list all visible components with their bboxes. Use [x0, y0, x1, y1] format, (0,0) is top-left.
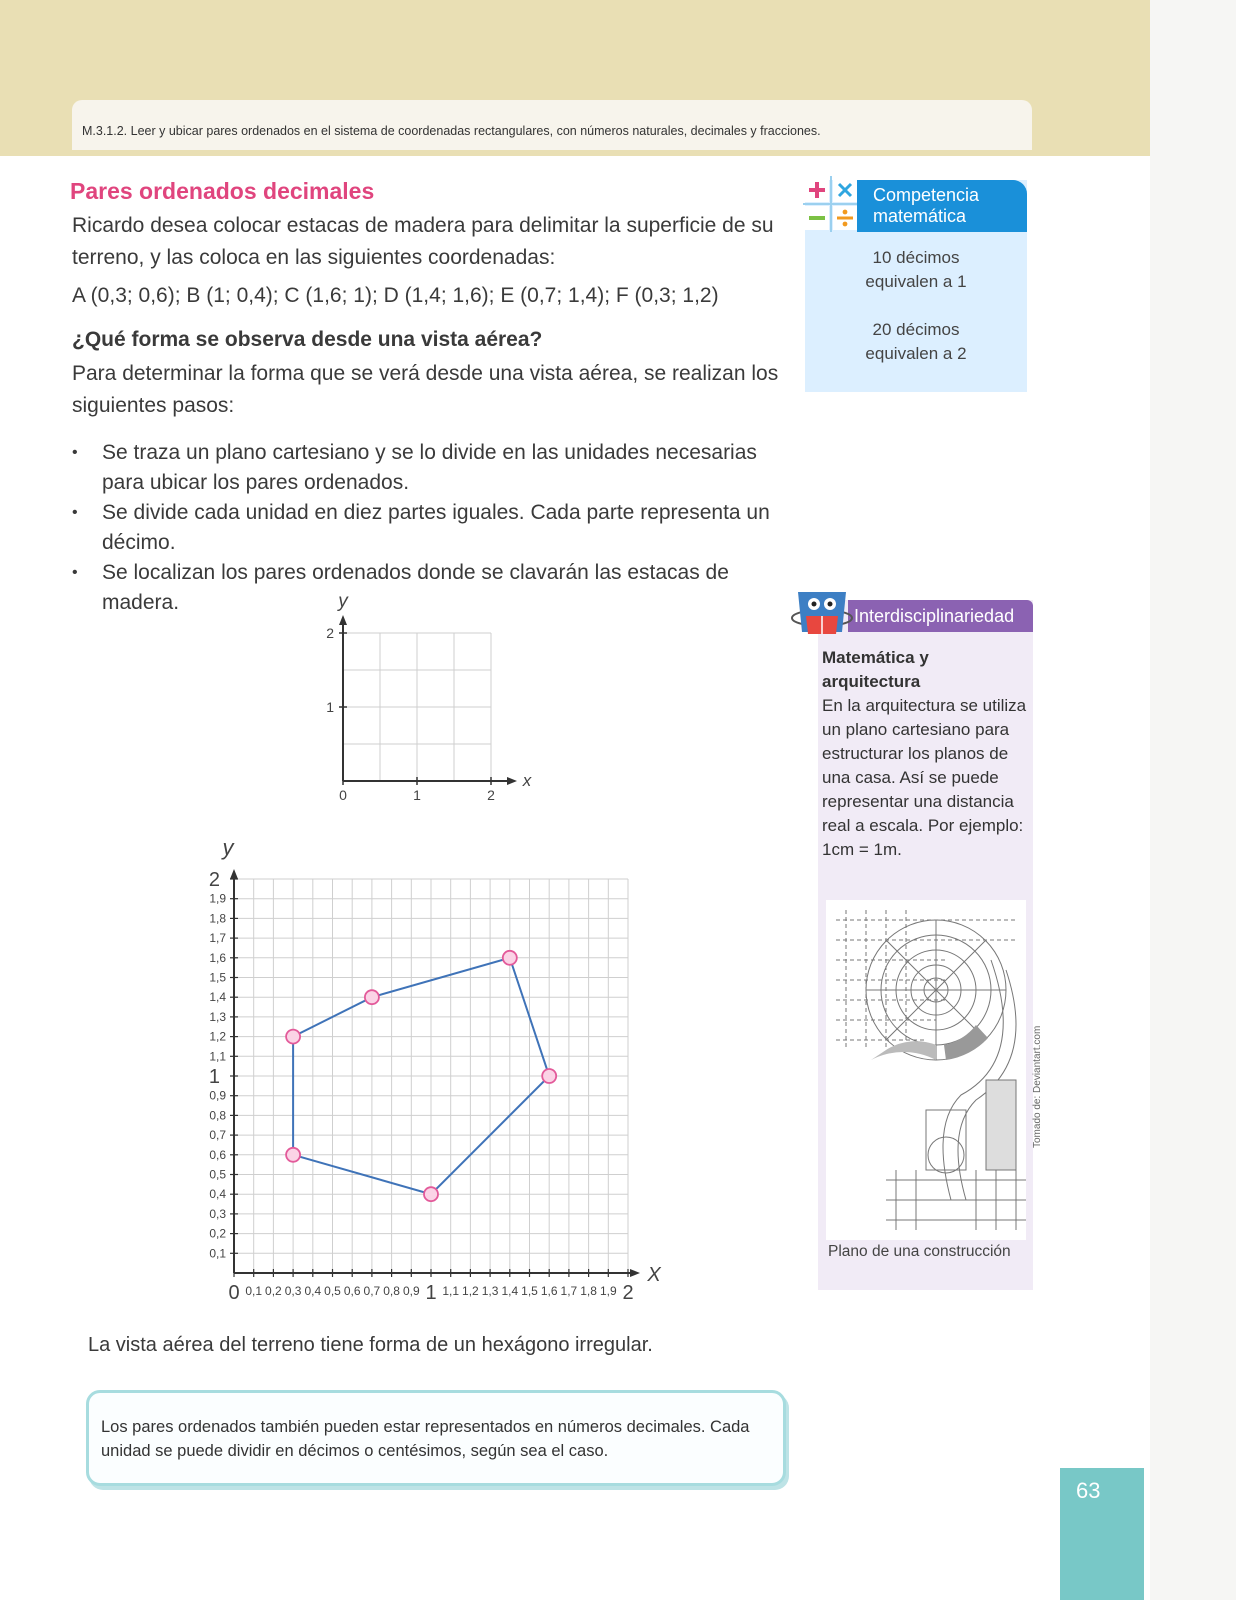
x-tick-label: 2 [622, 1282, 634, 1304]
y-axis-label: y [222, 835, 234, 860]
page-margin [1150, 0, 1236, 1600]
book-mascot-icon [788, 582, 854, 648]
steps-intro: Para determinar la forma que se verá desde una vista aérea, se realizan los siguientes pasos: [72, 362, 779, 417]
y-tick-label: 1 [326, 699, 334, 715]
x-tick-label: 1,8 [580, 1284, 597, 1298]
x-tick-label: 1,2 [462, 1284, 479, 1298]
data-point [424, 1187, 438, 1201]
x-tick-label: 0,5 [324, 1284, 341, 1298]
list-item: • Se localizan los pares ordenados donde se clavarán las estacas de madera. [72, 558, 792, 618]
y-axis-label: y [338, 591, 348, 612]
list-item: • Se traza un plano cartesiano y se lo divide en las unidades necesarias para ubicar los pares ordenados. [72, 438, 792, 498]
data-point [365, 990, 379, 1004]
x-tick-label: 1,4 [501, 1284, 519, 1298]
x-tick-label: 1,3 [481, 1284, 499, 1298]
plan-caption: Plano de una construcción [828, 1243, 1011, 1260]
data-point [286, 1148, 300, 1162]
y-axis-arrow [230, 869, 238, 879]
x-axis-label: X [647, 1264, 661, 1286]
conclusion-text: La vista aérea del terreno tiene forma de un hexágono irregular. [88, 1334, 653, 1356]
x-tick-label: 2 [487, 787, 495, 803]
interdisciplinariedad-heading: Interdisciplinariedad [848, 600, 1033, 632]
summary-text: Los pares ordenados también pueden estar representados en números decimales. Cada unidad se puede dividir en décimos o centésimos, según sea el caso. [101, 1418, 750, 1460]
x-tick-label: 1,9 [599, 1284, 617, 1298]
y-tick-label: 1 [208, 1066, 220, 1088]
y-tick-label: 0,8 [209, 1108, 226, 1123]
y-tick-label: 0,9 [209, 1088, 226, 1103]
y-tick-label: 0,6 [209, 1147, 226, 1162]
y-tick-label: 1,6 [209, 950, 226, 965]
y-tick-label: 0,3 [209, 1206, 226, 1221]
y-tick-label: 2 [326, 625, 334, 641]
y-tick-label: 1,8 [209, 911, 226, 926]
y-tick-label: 0,1 [209, 1246, 226, 1261]
data-point [286, 1030, 300, 1044]
x-tick-label: 0,9 [402, 1284, 420, 1298]
hexagon-cartesian-plane [190, 830, 670, 1310]
intro-paragraph: Ricardo desea colocar estacas de madera para delimitar la superficie de su terreno, y las coloca en las siguientes coordenadas: [72, 214, 774, 269]
x-tick-label: 1,1 [442, 1284, 460, 1298]
y-tick-label: 1,4 [209, 990, 226, 1005]
y-tick-label: 1,9 [209, 891, 226, 906]
y-tick-label: 1,1 [209, 1049, 226, 1064]
x-tick-label: 1,6 [540, 1284, 558, 1298]
x-tick-label: 0,6 [343, 1284, 361, 1298]
competencia-line-2: 20 décimos equivalen a 2 [865, 320, 967, 363]
coordinates-line: A (0,3; 0,6); B (1; 0,4); C (1,6; 1); D (1,4; 1,6); E (0,7; 1,4); F (0,3; 1,2) [72, 284, 719, 307]
data-point [503, 951, 517, 965]
list-item: • Se divide cada unidad en diez partes iguales. Cada parte representa un décimo. [72, 498, 792, 558]
y-tick-label: 1,3 [209, 1009, 226, 1024]
competencia-box [805, 180, 1027, 392]
math-operations-icon [803, 176, 859, 232]
interdisciplinariedad-title: Matemática y arquitectura [822, 648, 929, 691]
image-credit: Tomado de: Deviantart.com [1032, 1025, 1043, 1148]
y-tick-label: 0,5 [209, 1167, 226, 1182]
x-tick-label: 0 [228, 1282, 240, 1304]
x-tick-label: 0,7 [363, 1284, 381, 1298]
y-tick-label: 1,7 [209, 931, 226, 946]
y-tick-label: 1,2 [209, 1029, 226, 1044]
x-tick-label: 0,4 [304, 1284, 322, 1298]
x-axis-arrow [507, 777, 517, 785]
x-tick-label: 1 [425, 1282, 437, 1304]
x-tick-label: 0,1 [245, 1284, 263, 1298]
y-tick-label: 0,2 [209, 1226, 226, 1241]
interdisciplinariedad-body: En la arquitectura se utiliza un plano cartesiano para estructurar los planos de una casa. Así se puede representar una distancia real a escala. Por ejemplo: 1cm = 1m. [822, 696, 1027, 859]
x-axis-arrow [630, 1269, 640, 1277]
y-tick-label: 0,4 [209, 1187, 226, 1202]
y-tick-label: 2 [208, 869, 220, 891]
x-axis-label: x [522, 771, 532, 790]
architectural-plan-image [826, 900, 1026, 1240]
x-tick-label: 0,2 [265, 1284, 282, 1298]
x-tick-label: 0 [339, 787, 347, 803]
x-tick-label: 1 [413, 787, 421, 803]
section-title: Pares ordenados decimales [70, 178, 375, 204]
x-tick-label: 1,7 [560, 1284, 578, 1298]
y-tick-label: 0,7 [209, 1128, 226, 1143]
x-tick-label: 0,3 [284, 1284, 302, 1298]
y-axis-arrow [339, 615, 347, 625]
y-tick-label: 1,5 [209, 970, 226, 985]
x-tick-label: 1,5 [521, 1284, 538, 1298]
competencia-heading: Competencia matemática [857, 180, 1027, 232]
competencia-line-1: 10 décimos equivalen a 1 [865, 248, 967, 291]
x-tick-label: 0,8 [383, 1284, 400, 1298]
interdisciplinariedad-box [818, 600, 1033, 1290]
small-cartesian-plane [300, 585, 560, 810]
summary-box [86, 1390, 786, 1486]
question-heading: ¿Qué forma se observa desde una vista aérea? [72, 328, 543, 351]
data-point [542, 1069, 556, 1083]
standard-text: M.3.1.2. Leer y ubicar pares ordenados en el sistema de coordenadas rectangulares, con números naturales, decimales y fracciones. [82, 124, 821, 138]
page-number: 63 [1060, 1468, 1144, 1600]
